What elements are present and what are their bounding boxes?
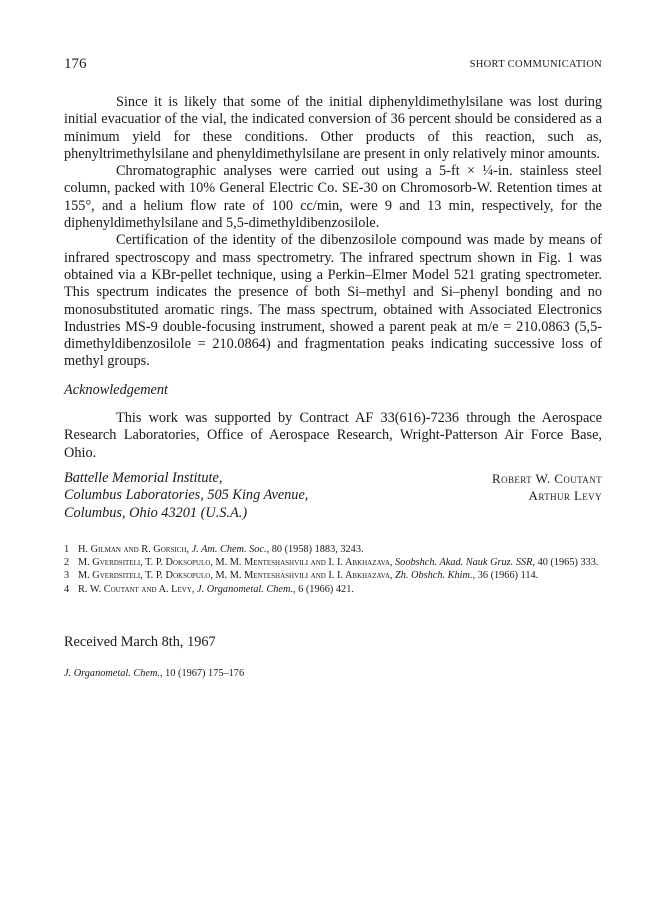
reference-journal: J. Am. Chem. Soc., [191,544,270,555]
reference-authors: M. Gverdsiteli, T. P. Doksopulo, M. M. Menteshashvili and I. I. Abkhazava, [78,557,393,569]
reference-number: 2 [64,557,70,569]
author-name: Robert W. Coutant [492,471,602,486]
acknowledgement-paragraph: This work was supported by Contract AF 33(616)-7236 through the Aerospace Research Laboratories, Office of Aerospace Research, Wright-Patterson Air Force Base, Ohio. [64,410,602,461]
reference-authors: R. W. Coutant and A. Levy, [78,583,195,595]
reference-details: 36 (1966) 114. [477,570,539,582]
reference-details: 6 (1966) 421. [298,583,354,595]
reference-number: 4 [64,583,70,595]
citation-journal: J. Organometal. Chem., [64,668,163,679]
affiliation-line: Columbus, Ohio 43201 (U.S.A.) [64,504,248,521]
reference-number: 1 [64,544,70,555]
running-title: SHORT COMMUNICATION [469,59,602,70]
page-header [64,56,602,76]
author-name: Arthur Levy [528,488,602,504]
reference-list [64,543,602,596]
citation-details: 10 (1967) 175–176 [165,668,245,679]
paragraph-evacuation: Since it is likely that some of the initial diphenyldimethylsilane was lost during initial evacuatior of the vial, the indicated conversion of 36 percent should be considered as a minimum yield for these conditions. Other products of this reaction, such as, phenyltrimethylsilane and phenyldimethylsilane are present in only relatively minor amounts. [64,94,602,162]
reference-journal: Soobshch. Akad. Nauk Gruz. SSR, [395,557,535,569]
affiliation-line: Columbus Laboratories, 505 King Avenue, [64,487,309,504]
paragraph-chromatography: Chromatographic analyses were carried out using a 5-ft × ¼-in. stainless steel column, packed with 10% General Electric Co. SE-30 on Chromosorb-W. Retention times at 155°, and a helium flow rate of 100 cc/min, were 9 and 13 min, respectively, for the diphenyldimethylsilane and 5,5-dimethyldibenzosilole. [64,163,602,232]
affiliation-line: Battelle Memorial Institute, [64,470,223,486]
journal-citation [64,668,244,679]
reference-item [64,583,602,596]
reference-journal: J. Organometal. Chem., [197,583,296,595]
reference-details: 40 (1965) 333. [537,557,599,569]
acknowledgement-heading: Acknowledgement [64,382,169,398]
reference-item [64,569,602,582]
received-date: Received March 8th, 1967 [64,634,216,650]
reference-authors: H. Gilman and R. Gorsich, [78,544,189,555]
page-number: 176 [64,56,87,72]
author-list [492,470,602,505]
reference-item [64,543,602,556]
reference-authors: M. Gverdsiteli, T. P. Doksopulo, M. M. Menteshashvili and I. I. Abkhazava, [78,570,393,582]
reference-number: 3 [64,570,70,582]
paragraph-certification: Certification of the identity of the dibenzosilole compound was made by means of infrared spectroscopy and mass spectrometry. The infrared spectrum shown in Fig. 1 was obtained via a KBr-pellet technique, using a Perkin–Elmer Model 521 grating spectrometer. This spectrum indicates the presence of both Si–methyl and Si–phenyl bonding and no monosubstituted aromatic rings. The mass spectrum, obtained with Associated Electronics Industries MS-9 double-focusing instrument, showed a parent peak at m/e = 210.0863 (5,5-dimethyldibenzosilole = 210.0864) and fragmentation peaks indicating successive loss of methyl groups. [64,232,602,370]
affiliation [64,470,308,522]
acknowledgement-text [64,410,602,462]
reference-item [64,556,602,569]
reference-details: 80 (1958) 1883, 3243. [271,544,364,555]
reference-journal: Zh. Obshch. Khim., [395,570,476,582]
body-text [64,94,602,371]
